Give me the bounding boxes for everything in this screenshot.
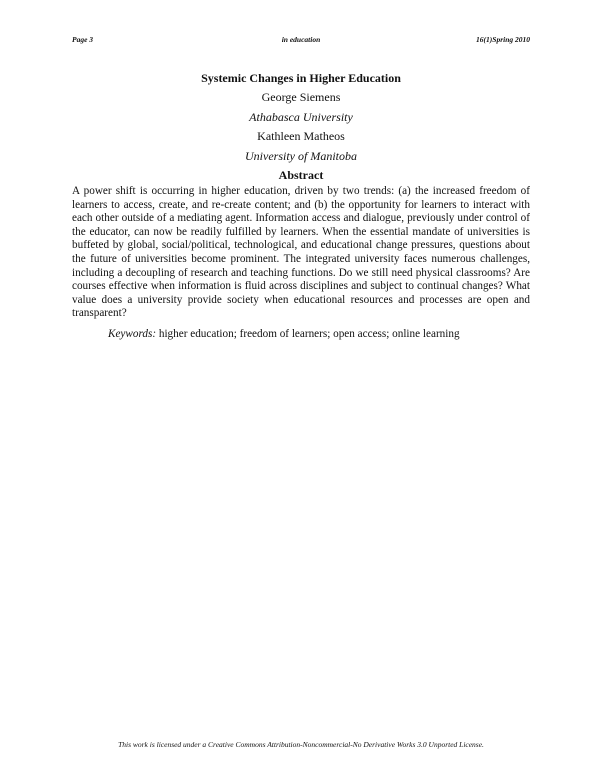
running-head (72, 35, 530, 47)
abstract-heading: Abstract (278, 168, 324, 182)
title-block (72, 71, 530, 182)
journal-name: in education (281, 35, 321, 44)
keywords-line (108, 327, 530, 341)
keywords-label: Keywords: (108, 328, 157, 340)
abstract-text: A power shift is occurring in higher education, driven by two trends: (a) the increased freedom of learners to access, create, and re-create content; and (b) the opportunity for learners to interact with each other outside of a mediating agent. Information access and dialogue, previously under control of the educator, can now be readily fulfilled by learners. When the essential mandate of universities is buffeted by global, social/political, technological, and educational change pressures, questions about the future of universities become prominent. The integrated university faces numerous challenges, including a decoupling of research and teaching functions. Do we still need physical classrooms? Are courses effective when information is fluid across disciplines and subject to continual changes? What value does a university provide society when educational resources and processes are open and transparent? (72, 185, 530, 320)
keywords-list: higher education; freedom of learners; open access; online learning (158, 328, 460, 340)
author-affiliation-2: University of Manitoba (245, 149, 357, 163)
author-name-1: George Siemens (261, 90, 341, 104)
author-affiliation-1: Athabasca University (249, 110, 353, 124)
page-number: Page 3 (72, 35, 94, 44)
issue-info: 16(1)Spring 2010 (476, 35, 530, 44)
license-notice: This work is licensed under a Creative Commons Attribution-Noncommercial-No Derivative Works 3.0 Unported License. (118, 740, 484, 749)
author-name-2: Kathleen Matheos (257, 129, 345, 143)
article-title: Systemic Changes in Higher Education (201, 71, 401, 85)
